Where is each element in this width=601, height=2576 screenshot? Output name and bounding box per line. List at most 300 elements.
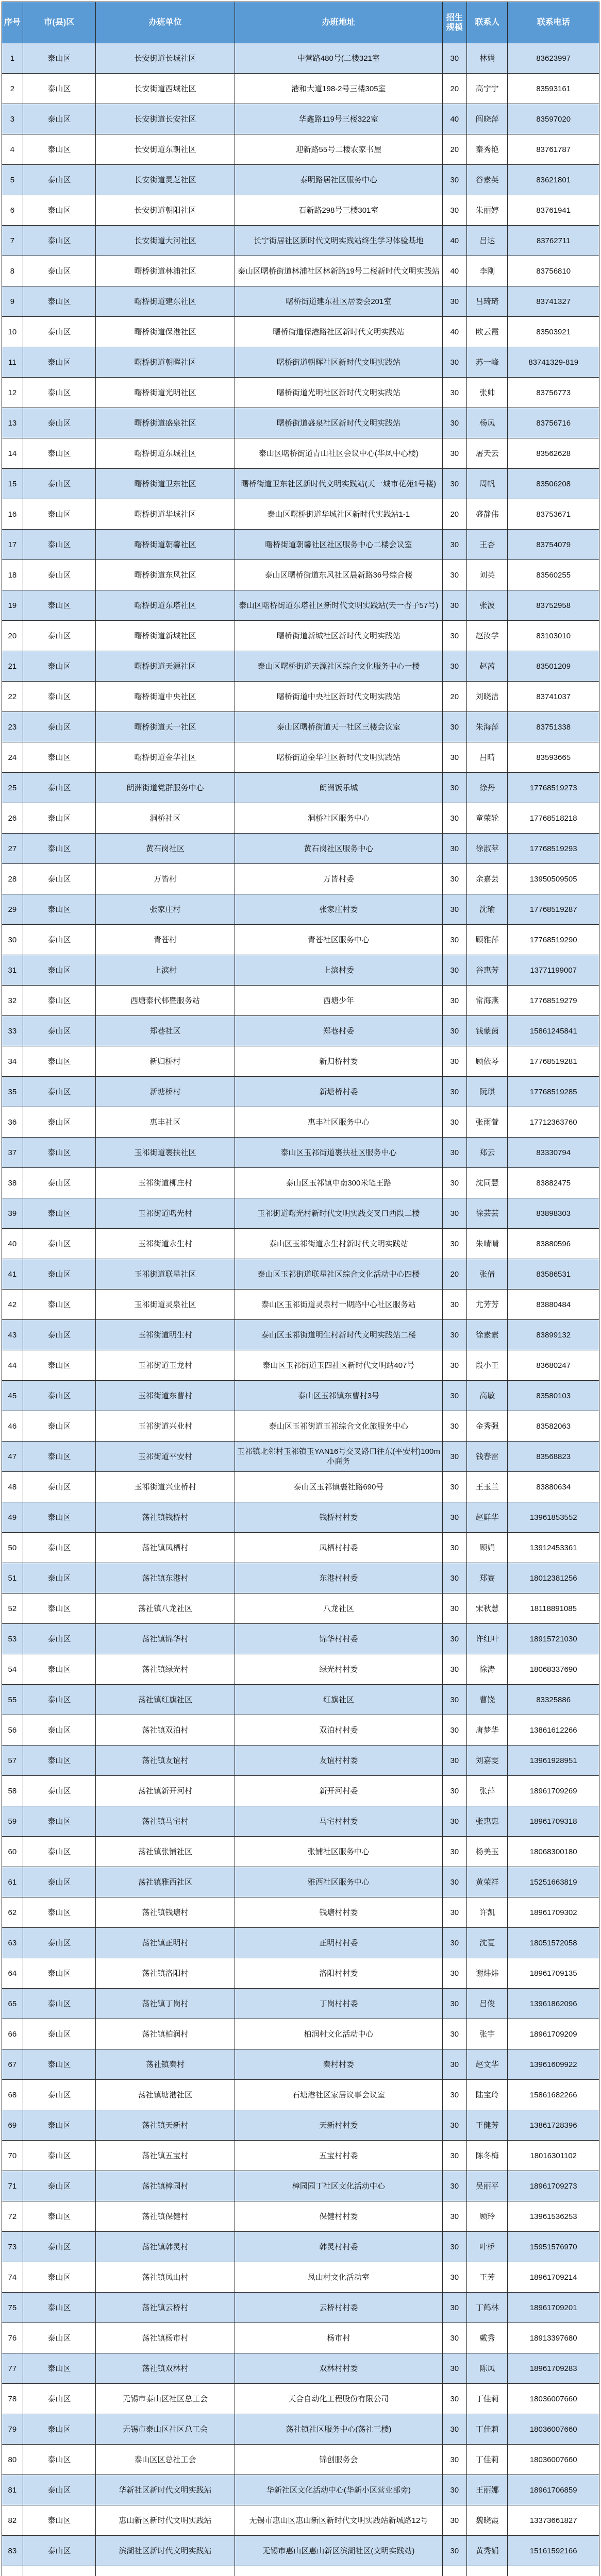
table-row [2,864,599,894]
cell-phone: 17768519293 [508,834,599,864]
cell-phone: 13771199007 [508,955,599,986]
cell-capacity: 30 [442,925,466,955]
cell-phone: 83741329-819 [508,347,599,378]
cell-contact: 屠天云 [467,438,508,469]
table-row [2,1837,599,1867]
cell-contact: 常海燕 [467,986,508,1016]
cell-address: 曙桥街道盛泉社区新时代文明实践站 [235,408,443,438]
table-row [2,651,599,682]
table-row [2,1594,599,1624]
table-row [2,1350,599,1381]
cell-capacity: 30 [442,803,466,834]
table-row [2,986,599,1016]
cell-seq: 30 [2,925,23,955]
cell-address: 正明村村委 [235,1928,443,1958]
cell-contact: 沈同慧 [467,1168,508,1198]
cell-capacity: 30 [442,2141,466,2171]
cell-phone: 83882475 [508,1168,599,1198]
cell-phone: 18012381256 [508,1563,599,1594]
cell-capacity: 30 [442,286,466,317]
cell-district: 泰山区 [23,1016,95,1046]
cell-district: 泰山区 [23,499,95,530]
cell-capacity: 30 [442,955,466,986]
cell-phone: 83582063 [508,1411,599,1442]
cell-seq: 60 [2,1837,23,1867]
cell-address: 青苍社区服务中心 [235,925,443,955]
cell-address: 凤山村文化活动室 [235,2262,443,2293]
table-row [2,74,599,104]
cell-phone: 83762711 [508,226,599,256]
cell-capacity: 30 [442,2293,466,2323]
cell-seq: 7 [2,226,23,256]
table-row [2,2323,599,2353]
cell-district: 泰山区 [23,1654,95,1685]
cell-unit: 荡社镇雅西社区 [95,1867,235,1897]
cell-address: 惠丰社区服务中心 [235,1107,443,1138]
cell-unit: 长安街道东朝社区 [95,134,235,165]
cell-phone: 18961709269 [508,1776,599,1806]
header-address: 办班地址 [235,2,443,43]
cell-unit: 玉祁街道明生村 [95,1320,235,1350]
cell-unit: 惠丰社区 [95,1107,235,1138]
registration-table-sheet [2,2,599,2576]
cell-phone: 83880484 [508,1290,599,1320]
cell-address: 曙桥街道朝馨社区社区服务中心二楼会议室 [235,530,443,560]
cell-seq: 75 [2,2293,23,2323]
cell-district: 泰山区 [23,2262,95,2293]
cell-seq: 1 [2,43,23,74]
cell-phone: 83756716 [508,408,599,438]
cell-unit: 长安街道西城社区 [95,74,235,104]
table-row [2,1138,599,1168]
cell-contact: 丁佳莉 [467,2384,508,2414]
cell-capacity: 30 [442,2384,466,2414]
cell-contact: 阎晓萍 [467,104,508,134]
cell-district: 泰山区 [23,104,95,134]
cell-capacity: 30 [442,1958,466,1989]
cell-capacity: 30 [442,347,466,378]
cell-seq: 62 [2,1897,23,1928]
table-row [2,2232,599,2262]
cell-address: 曙桥街道保港路社区新时代文明实践站 [235,317,443,347]
cell-capacity: 40 [442,104,466,134]
cell-capacity: 20 [442,1259,466,1290]
table-row [2,1989,599,2019]
cell-district: 泰山区 [23,1533,95,1563]
cell-capacity: 30 [442,1533,466,1563]
cell-capacity: 30 [442,1837,466,1867]
cell-seq: 23 [2,712,23,742]
cell-contact: 谷素英 [467,165,508,195]
cell-address: 洛阳村村委 [235,1958,443,1989]
cell-district: 泰山区 [23,378,95,408]
cell-address: 新开河村委 [235,1776,443,1806]
cell-unit: 无锡市泰山区社区总工会 [95,2384,235,2414]
cell-address: 韩灵村村委 [235,2232,443,2262]
cell-phone: 83898303 [508,1198,599,1229]
cell-address: 黄石岗社区服务中心 [235,834,443,864]
cell-seq: 18 [2,560,23,590]
cell-address: 洞桥社区服务中心 [235,803,443,834]
cell-contact: 王健芳 [467,2110,508,2141]
cell-contact: 唐梦华 [467,1715,508,1745]
cell-address: 郑巷村委 [235,1016,443,1046]
cell-unit: 曙桥街道中央社区 [95,682,235,712]
cell-district: 泰山区 [23,1928,95,1958]
cell-district: 泰山区 [23,286,95,317]
cell-capacity: 30 [442,2019,466,2049]
cell-seq: 64 [2,1958,23,1989]
cell-district: 泰山区 [23,1138,95,1168]
cell-phone: 83562628 [508,438,599,469]
cell-district: 泰山区 [23,803,95,834]
cell-capacity: 30 [442,773,466,803]
cell-address: 丁岗村村委 [235,1989,443,2019]
cell-capacity: 30 [442,1563,466,1594]
cell-district: 泰山区 [23,773,95,803]
table-row [2,2566,599,2576]
table-row [2,1198,599,1229]
cell-capacity: 20 [442,499,466,530]
cell-contact: 段小王 [467,1350,508,1381]
cell-address: 万皆村委 [235,864,443,894]
cell-seq: 50 [2,1533,23,1563]
cell-capacity: 30 [442,530,466,560]
cell-seq: 32 [2,986,23,1016]
cell-district: 泰山区 [23,1502,95,1533]
cell-contact: 丁佳莉 [467,2414,508,2445]
cell-capacity: 30 [442,1442,466,1472]
cell-contact: 丁鹤林 [467,2293,508,2323]
cell-seq: 54 [2,1654,23,1685]
table-row [2,2141,599,2171]
cell-phone: 13961862096 [508,1989,599,2019]
table-body [2,43,599,2576]
cell-address: 泰山区曙桥街道东塔社区新时代文明实践站(天一杏子57号) [235,590,443,621]
cell-address: 曙桥街道卫东社区新时代文明实践站(天一城市花苑1号楼) [235,469,443,499]
cell-phone: 15951576970 [508,2232,599,2262]
table-row [2,1107,599,1138]
cell-phone: 17768519273 [508,773,599,803]
cell-district: 泰山区 [23,1837,95,1867]
cell-address: 泰山区曙桥街道青山社区会议中心(华凤中心楼) [235,438,443,469]
cell-phone: 13950509505 [508,864,599,894]
cell-address: 凤栖村村委 [235,1533,443,1563]
cell-capacity: 30 [442,834,466,864]
cell-capacity: 30 [442,1594,466,1624]
table-row [2,1624,599,1654]
cell-seq: 4 [2,134,23,165]
cell-phone: 18915721030 [508,1624,599,1654]
cell-unit: 曙桥街道盛泉社区 [95,408,235,438]
cell-unit: 长安街道大河社区 [95,226,235,256]
cell-district: 泰山区 [23,2414,95,2445]
cell-district: 泰山区 [23,1472,95,1502]
cell-address: 华新社区文化活动中心(华新小区营业部旁) [235,2475,443,2505]
cell-address: 中营路480号(二楼321室 [235,43,443,74]
cell-address [235,2566,443,2576]
cell-district: 泰山区 [23,651,95,682]
cell-capacity: 30 [442,1138,466,1168]
cell-district: 泰山区 [23,955,95,986]
cell-district: 泰山区 [23,1350,95,1381]
cell-seq: 12 [2,378,23,408]
cell-contact: 徐芸芸 [467,1198,508,1229]
cell-seq: 72 [2,2201,23,2232]
cell-district: 泰山区 [23,1897,95,1928]
cell-capacity: 30 [442,2475,466,2505]
table-row [2,1928,599,1958]
cell-contact: 郑云 [467,1138,508,1168]
cell-district: 泰山区 [23,834,95,864]
cell-capacity: 40 [442,317,466,347]
cell-capacity: 30 [442,1320,466,1350]
cell-seq: 20 [2,621,23,651]
cell-capacity: 30 [442,621,466,651]
cell-seq: 15 [2,469,23,499]
cell-address: 红旗社区 [235,1685,443,1715]
cell-unit: 曙桥街道朝晖社区 [95,347,235,378]
cell-seq: 55 [2,1685,23,1715]
header-row [2,2,599,43]
cell-seq: 5 [2,165,23,195]
cell-unit: 万皆村 [95,864,235,894]
cell-phone: 83586531 [508,1259,599,1290]
header-capacity: 招生规模 [442,2,466,43]
cell-phone: 18036007660 [508,2414,599,2445]
cell-district: 泰山区 [23,347,95,378]
cell-district: 泰山区 [23,530,95,560]
cell-contact: 许红叶 [467,1624,508,1654]
cell-contact: 顾玲 [467,2201,508,2232]
table-row [2,1654,599,1685]
cell-phone: 18961709209 [508,2019,599,2049]
cell-contact: 林娟 [467,43,508,74]
cell-contact: 顾依琴 [467,1046,508,1077]
cell-contact: 余嘉芸 [467,864,508,894]
cell-unit: 华新社区新时代文明实践站 [95,2475,235,2505]
cell-capacity: 30 [442,1381,466,1411]
cell-contact: 朱海萍 [467,712,508,742]
cell-capacity: 30 [442,2080,466,2110]
cell-district: 泰山区 [23,590,95,621]
cell-phone: 15251663819 [508,1867,599,1897]
cell-phone: 13961928951 [508,1745,599,1776]
cell-address: 泰山区玉祁镇中南300米笔王路 [235,1168,443,1198]
cell-address: 玉祁镇北邻村玉祁镇玉YAN16号交叉路口往东(平安村)100m小商务 [235,1442,443,1472]
cell-address: 张铺社区服务中心 [235,1837,443,1867]
cell-district: 泰山区 [23,1715,95,1745]
cell-contact: 徐丹 [467,773,508,803]
table-row [2,378,599,408]
cell-address: 保健村村委 [235,2201,443,2232]
cell-seq: 25 [2,773,23,803]
cell-phone: 83621801 [508,165,599,195]
cell-contact: 黄荣祥 [467,1867,508,1897]
cell-district: 泰山区 [23,43,95,74]
table-row [2,560,599,590]
cell-unit: 玉祁街道灵泉社区 [95,1290,235,1320]
cell-seq: 21 [2,651,23,682]
table-row [2,1745,599,1776]
cell-phone: 17768519285 [508,1077,599,1107]
cell-district: 泰山区 [23,2323,95,2353]
table-row [2,621,599,651]
cell-seq: 24 [2,742,23,773]
cell-phone: 18068337690 [508,1654,599,1685]
cell-unit: 荡社镇樟园村 [95,2171,235,2201]
cell-unit: 荡社镇新开河村 [95,1776,235,1806]
cell-contact: 钱春雷 [467,1442,508,1472]
cell-address: 钱塘村村委 [235,1897,443,1928]
cell-district: 泰山区 [23,712,95,742]
cell-unit: 长安街道朝阳社区 [95,195,235,226]
cell-address: 马宅村村委 [235,1806,443,1837]
cell-contact: 高宁宁 [467,74,508,104]
cell-unit: 曙桥街道光明社区 [95,378,235,408]
cell-seq: 45 [2,1381,23,1411]
cell-phone: 13961853552 [508,1502,599,1533]
cell-phone: 18913397680 [508,2323,599,2353]
table-row [2,1806,599,1837]
cell-district: 泰山区 [23,1259,95,1290]
header-seq: 序号 [2,2,23,43]
cell-address: 泰山区玉祁街道玉四社区新时代文明站407号 [235,1350,443,1381]
cell-district: 泰山区 [23,1989,95,2019]
cell-address: 长宁街居社区新时代文明实践站终生学习体验基地 [235,226,443,256]
cell-capacity: 30 [442,1897,466,1928]
table-row [2,1442,599,1472]
cell-district: 泰山区 [23,925,95,955]
cell-seq: 38 [2,1168,23,1198]
cell-capacity: 30 [442,165,466,195]
cell-unit: 玉祁街道兴业村 [95,1411,235,1442]
cell-capacity: 30 [442,1016,466,1046]
cell-contact: 朱晴晴 [467,1229,508,1259]
table-row [2,408,599,438]
cell-phone: 13373661827 [508,2505,599,2536]
cell-phone: 18036007660 [508,2445,599,2475]
table-row [2,165,599,195]
table-row [2,1320,599,1350]
cell-contact: 戴秀 [467,2323,508,2353]
cell-seq: 51 [2,1563,23,1594]
cell-district: 泰山区 [23,2293,95,2323]
table-row [2,742,599,773]
cell-capacity: 30 [442,2171,466,2201]
table-row [2,1472,599,1502]
table-row [2,134,599,165]
cell-phone: 83756810 [508,256,599,286]
table-row [2,1077,599,1107]
cell-address: 秦村村委 [235,2049,443,2080]
cell-unit: 玉祁街道曙光村 [95,1198,235,1229]
cell-unit: 荡社镇秦村 [95,2049,235,2080]
cell-seq: 14 [2,438,23,469]
cell-unit: 曙桥街道建东社区 [95,286,235,317]
cell-seq: 68 [2,2080,23,2110]
cell-district: 泰山区 [23,1745,95,1776]
cell-unit: 曙桥街道东塔社区 [95,590,235,621]
cell-phone: 18961709283 [508,2353,599,2384]
cell-capacity: 40 [442,256,466,286]
cell-contact: 吕达 [467,226,508,256]
cell-address: 泰明路居社区服务中心 [235,165,443,195]
cell-unit: 荡社镇锦华村 [95,1624,235,1654]
cell-capacity: 30 [442,1867,466,1897]
cell-seq: 49 [2,1502,23,1533]
cell-seq: 6 [2,195,23,226]
cell-district: 泰山区 [23,226,95,256]
cell-address: 友谊村村委 [235,1745,443,1776]
cell-district: 泰山区 [23,1867,95,1897]
cell-address: 柏润村文化活动中心 [235,2019,443,2049]
cell-seq: 79 [2,2414,23,2445]
cell-unit: 曙桥街道林浦社区 [95,256,235,286]
cell-address: 锦华村村委 [235,1624,443,1654]
cell-unit: 荡社镇钱塘村 [95,1897,235,1928]
cell-capacity: 30 [442,1654,466,1685]
cell-seq: 31 [2,955,23,986]
cell-contact: 张萍 [467,1776,508,1806]
cell-phone: 18068300180 [508,1837,599,1867]
cell-phone: 83753671 [508,499,599,530]
cell-phone: 17768518218 [508,803,599,834]
cell-seq [2,2566,23,2576]
cell-unit: 长安街道灵芝社区 [95,165,235,195]
cell-capacity: 30 [442,438,466,469]
cell-address: 泰山区玉祁街道灵泉村一期路中心社区服务站 [235,1290,443,1320]
cell-capacity: 30 [442,1107,466,1138]
cell-unit: 荡社镇绿光村 [95,1654,235,1685]
cell-capacity: 30 [442,1472,466,1502]
cell-seq: 47 [2,1442,23,1472]
cell-address: 泰山区玉祁街道玉祁综合文化旅服务中心 [235,1411,443,1442]
cell-address: 张家庄村委 [235,894,443,925]
table-row [2,2353,599,2384]
cell-capacity: 30 [442,1046,466,1077]
cell-contact: 吴丽平 [467,2171,508,2201]
cell-address: 泰山区曙桥街道华城社区新时代实践站1-1 [235,499,443,530]
cell-address: 泰山区玉祁街道联星社区综合文化活动中心四楼 [235,1259,443,1290]
cell-address: 泰山区曙桥街道林浦社区林新路19号二楼新时代文明实践站 [235,256,443,286]
cell-phone: 83568823 [508,1442,599,1472]
cell-contact: 赵鲜华 [467,1502,508,1533]
cell-seq: 19 [2,590,23,621]
cell-unit: 荡社镇保健村 [95,2201,235,2232]
cell-unit: 郑巷社区 [95,1016,235,1046]
cell-district: 泰山区 [23,2171,95,2201]
cell-seq: 13 [2,408,23,438]
cell-unit: 曙桥街道华城社区 [95,499,235,530]
cell-capacity: 30 [442,2323,466,2353]
cell-phone: 18016301102 [508,2141,599,2171]
cell-unit: 曙桥街道金华社区 [95,742,235,773]
cell-unit: 荡社镇友谊村 [95,1745,235,1776]
cell-district: 泰山区 [23,2080,95,2110]
cell-unit: 上滨村 [95,955,235,986]
cell-seq: 69 [2,2110,23,2141]
cell-phone [508,2566,599,2576]
cell-contact: 王丽娜 [467,2475,508,2505]
cell-capacity: 30 [442,378,466,408]
cell-capacity: 30 [442,1685,466,1715]
cell-unit: 曙桥街道东风社区 [95,560,235,590]
cell-seq: 77 [2,2353,23,2384]
cell-contact: 赵文华 [467,2049,508,2080]
cell-address: 荡社镇社区服务中心(荡社三楼) [235,2414,443,2445]
cell-capacity: 30 [442,469,466,499]
